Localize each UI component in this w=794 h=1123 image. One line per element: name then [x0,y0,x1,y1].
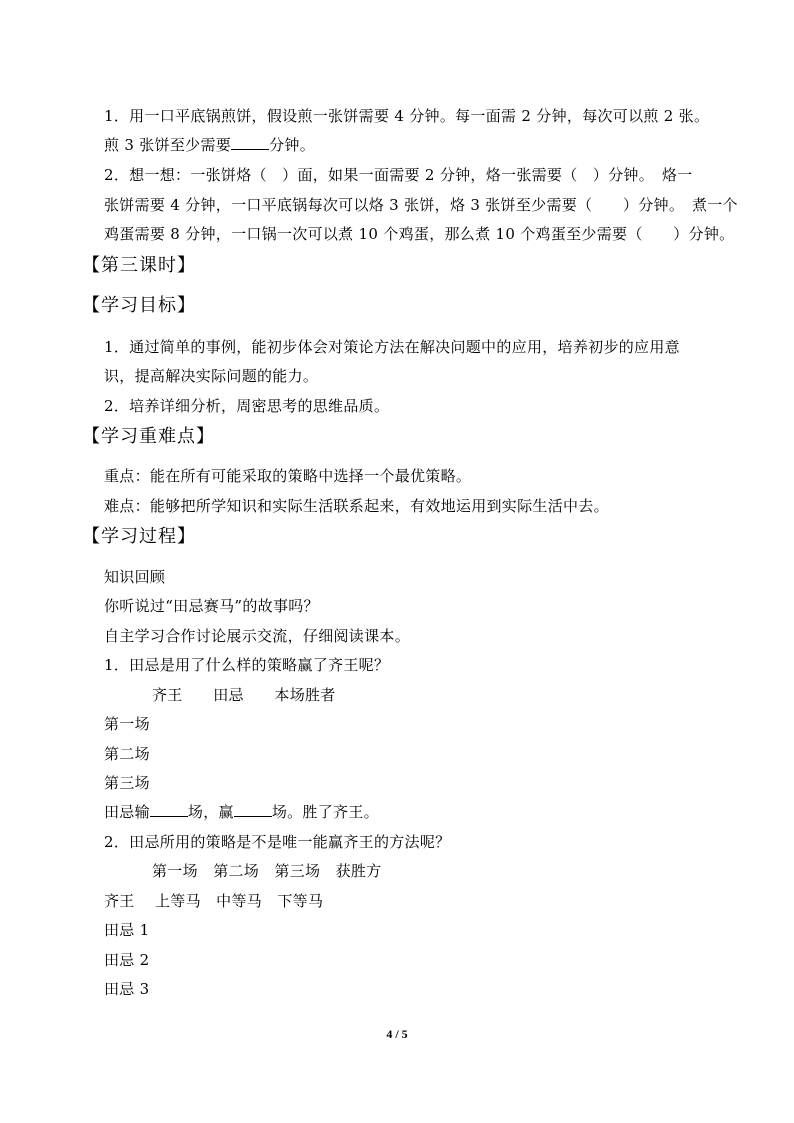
knowledge-review: 知识回顾 [104,568,166,586]
difficulty-point: 难点：能够把所学知识和实际生活联系起来，有效地运用到实际生活中去。 [104,497,609,515]
section-heading-process: 【学习过程】 [82,526,196,547]
problem-1-line-2 [104,135,315,155]
goal-2: 2．培养详细分析，周密思考的思维品质。 [104,397,390,415]
table-2-row: 田忌 1 [104,921,150,939]
section-heading-lesson-3: 【第三课时】 [82,255,196,276]
table-2-header: 第一场 第二场 第三场 获胜方 [152,862,382,880]
result-line [104,802,379,822]
problem-1-line-1: 1．用一口平底锅煎饼，假设煎一张饼需要 4 分钟。每一面需 2 分钟，每次可以煎 2 张。 [104,107,710,125]
problem-1-text-post: 分钟。 [269,136,315,154]
table-1-row: 第二场 [104,745,150,763]
question-1: 1．田忌是用了什么样的策略赢了齐王呢？ [104,656,390,674]
answer-blank [231,135,269,150]
section-heading-goals: 【学习目标】 [82,295,196,316]
table-1-row: 第三场 [104,774,150,792]
problem-2-line-2: 张饼需要 4 分钟，一口平底锅每次可以烙 3 张饼，烙 3 张饼至少需要（ ）分钟。 煮一个 [104,196,738,214]
goal-1-line-1: 1．通过简单的事例，能初步体会对策论方法在解决问题中的应用，培养初步的应用意 [104,338,680,356]
answer-blank [150,802,188,817]
section-heading-key-points: 【学习重难点】 [82,426,215,447]
table-1-row: 第一场 [104,715,150,733]
result-text-mid: 场，赢 [187,803,234,821]
problem-1-text-pre: 煎 3 张饼至少需要 [104,136,232,154]
table-2-row: 田忌 2 [104,951,150,969]
page-number: 4 / 5 [386,1027,408,1041]
table-2-row: 田忌 3 [104,980,150,998]
problem-2-line-3: 鸡蛋需要 8 分钟，一口锅一次可以煮 10 个鸡蛋，那么煮 10 个鸡蛋至少需要（ ）分钟。 [104,225,735,243]
table-1-header: 齐王 田忌 本场胜者 [152,686,336,704]
problem-2-line-1: 2．想一想：一张饼烙（ ）面，如果一面需要 2 分钟，烙一张需要（ ）分钟。 烙一 [104,166,693,184]
goal-1-line-2: 识，提高解决实际问题的能力。 [104,367,319,385]
focus-point: 重点：能在所有可能采取的策略中选择一个最优策略。 [104,467,472,485]
result-text-pre: 田忌输 [104,803,150,821]
story-question: 你听说过“田忌赛马”的故事吗？ [104,597,319,615]
result-text-post: 场。胜了齐王。 [271,803,379,821]
self-study-note: 自主学习合作讨论展示交流，仔细阅读课本。 [104,627,411,645]
answer-blank [234,802,272,817]
question-2: 2．田忌所用的策略是不是唯一能赢齐王的方法呢？ [104,833,451,851]
table-2-king-row: 齐王 上等马 中等马 下等马 [104,892,324,910]
